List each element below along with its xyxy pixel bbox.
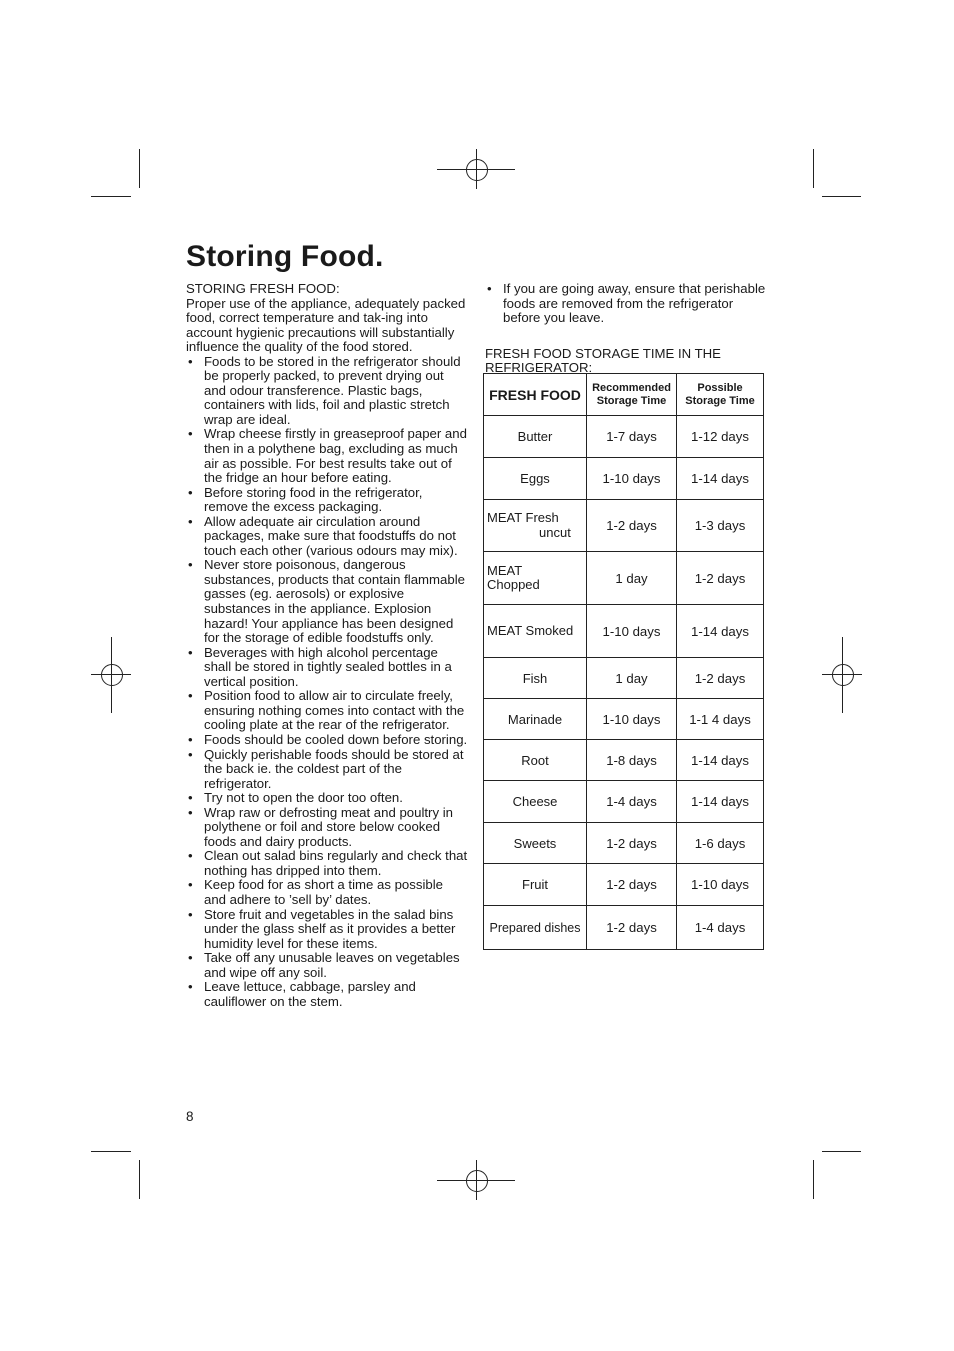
list-item: • Foods should be cooled down before storing.	[186, 733, 468, 748]
table-row	[484, 552, 764, 605]
possible-cell: 1-14 days	[677, 740, 764, 781]
recommended-cell: 1-2 days	[587, 500, 677, 552]
list-item: • Quickly perishable foods should be stored at the back ie. the coldest part of the refrigerator.	[186, 748, 468, 792]
crop-mark	[139, 1160, 140, 1199]
section-heading: STORING FRESH FOOD:	[186, 281, 340, 296]
table-row	[484, 781, 764, 823]
possible-cell: 1-2 days	[677, 658, 764, 699]
recommended-cell: 1-2 days	[587, 823, 677, 864]
food-cell: Eggs	[484, 458, 587, 500]
food-cell: Sweets	[484, 823, 587, 864]
food-cell-line1: MEAT	[487, 562, 523, 578]
food-cell: Butter	[484, 416, 587, 458]
list-item: • Foods to be stored in the refrigerator should be properly packed, to prevent drying out and odour transference. Plastic bags, containers with lids, foil and plastic stretch wrap are ideal.	[186, 355, 468, 428]
possible-cell: 1-1 4 days	[677, 699, 764, 740]
table-header-row	[484, 374, 764, 416]
crop-mark	[822, 1151, 861, 1152]
possible-cell: 1-10 days	[677, 864, 764, 906]
food-cell-line2: Chopped	[487, 577, 540, 592]
table-row	[484, 864, 764, 906]
food-cell: Root	[484, 740, 587, 781]
food-cell	[484, 552, 587, 605]
crop-mark	[91, 196, 131, 197]
crop-mark	[91, 1151, 131, 1152]
crop-mark	[139, 149, 140, 188]
list-item: • Leave lettuce, cabbage, parsley and cauliflower on the stem.	[186, 980, 468, 1009]
header-recommended	[587, 374, 677, 416]
possible-cell: 1-6 days	[677, 823, 764, 864]
food-cell-line2: uncut	[539, 524, 571, 540]
list-item: • Try not to open the door too often.	[186, 791, 468, 806]
food-cell: Fish	[484, 658, 587, 699]
possible-cell: 1-3 days	[677, 500, 764, 552]
possible-cell: 1-14 days	[677, 458, 764, 500]
table-row	[484, 458, 764, 500]
crop-mark	[822, 196, 861, 197]
food-cell: Marinade	[484, 699, 587, 740]
recommended-cell: 1-2 days	[587, 864, 677, 906]
list-item: • Allow adequate air circulation around packages, make sure that foodstuffs do not touch each other (various odours may mix).	[186, 515, 468, 559]
table-row	[484, 658, 764, 699]
list-item: • Before storing food in the refrigerator, remove the excess packaging.	[186, 486, 468, 515]
food-cell: Fruit	[484, 864, 587, 906]
storage-time-table	[483, 373, 764, 950]
page-number: 8	[186, 1109, 194, 1124]
page-title: Storing Food.	[186, 240, 384, 273]
header-possible-line1: Possible	[697, 381, 743, 394]
registration-circle-icon	[832, 664, 854, 686]
food-cell-line1: MEAT Fresh	[487, 510, 559, 525]
registration-circle-icon	[101, 664, 123, 686]
recommended-cell: 1-10 days	[587, 699, 677, 740]
recommended-cell: 1-8 days	[587, 740, 677, 781]
food-cell: Cheese	[484, 781, 587, 823]
list-item: • Wrap cheese firstly in greaseproof paper and then in a polythene bag, excluding as much air as possible. For best results take out of the fridge an hour before eating.	[186, 427, 468, 485]
food-cell: Prepared dishes	[484, 906, 587, 950]
recommended-cell: 1-10 days	[587, 605, 677, 658]
header-possible	[677, 374, 764, 416]
table-row	[484, 699, 764, 740]
recommended-cell: 1-2 days	[587, 906, 677, 950]
table-row	[484, 740, 764, 781]
table-row	[484, 605, 764, 658]
food-cell: MEAT Smoked	[484, 605, 587, 658]
food-cell	[484, 500, 587, 552]
recommended-cell: 1-7 days	[587, 416, 677, 458]
registration-circle-icon	[466, 159, 488, 181]
registration-circle-icon	[466, 1170, 488, 1192]
list-item: • Never store poisonous, dangerous substances, products that contain flammable gasses (eg. aerosols) or explosive substances in the appliance. Explosion hazard! Your appliance has been designed for the storage of edible foodstuffs only.	[186, 558, 468, 645]
possible-cell: 1-4 days	[677, 906, 764, 950]
recommended-cell: 1-4 days	[587, 781, 677, 823]
header-fresh-food: FRESH FOOD	[484, 374, 587, 416]
header-recommended-line2: Storage Time	[596, 394, 667, 407]
going-away-list	[485, 282, 767, 326]
list-item: • Keep food for as short a time as possible and adhere to ’sell by’ dates.	[186, 878, 468, 907]
left-column	[186, 282, 468, 1009]
list-item: • Clean out salad bins regularly and check that nothing has dripped into them.	[186, 849, 468, 878]
table-row	[484, 416, 764, 458]
recommended-cell: 1 day	[587, 658, 677, 699]
list-item: • Take off any unusable leaves on vegetables and wipe off any soil.	[186, 951, 468, 980]
crop-mark	[813, 1160, 814, 1199]
header-recommended-line1: Recommended	[592, 381, 671, 394]
possible-cell: 1-14 days	[677, 605, 764, 658]
intro-paragraph: Proper use of the appliance, adequately packed food, correct temperature and tak-ing into account hygienic precautions will substantially influence the quality of the food stored.	[186, 295, 466, 355]
list-item: • Beverages with high alcohol percentage shall be stored in tightly sealed bottles in a vertical position.	[186, 646, 468, 690]
header-possible-line2: Storage Time	[685, 394, 755, 407]
recommended-cell: 1 day	[587, 552, 677, 605]
list-item: • Wrap raw or defrosting meat and poultry in polythene or foil and store below cooked foods and dairy products.	[186, 806, 468, 850]
possible-cell: 1-14 days	[677, 781, 764, 823]
table-row	[484, 906, 764, 950]
table-row	[484, 823, 764, 864]
right-column	[485, 282, 767, 376]
possible-cell: 1-2 days	[677, 552, 764, 605]
recommended-cell: 1-10 days	[587, 458, 677, 500]
list-item: • Position food to allow air to circulate freely, ensuring nothing comes into contact with the cooling plate at the rear of the refrigerator.	[186, 689, 468, 733]
crop-mark	[813, 149, 814, 188]
table-row	[484, 500, 764, 552]
list-item: • Store fruit and vegetables in the salad bins under the glass shelf as it provides a better humidity level for these items.	[186, 908, 468, 952]
storage-tips-list	[186, 355, 468, 1010]
possible-cell: 1-12 days	[677, 416, 764, 458]
table-heading: FRESH FOOD STORAGE TIME IN THE REFRIGERATOR:	[485, 345, 721, 376]
list-item: • If you are going away, ensure that perishable foods are removed from the refrigerator before you leave.	[485, 282, 767, 326]
